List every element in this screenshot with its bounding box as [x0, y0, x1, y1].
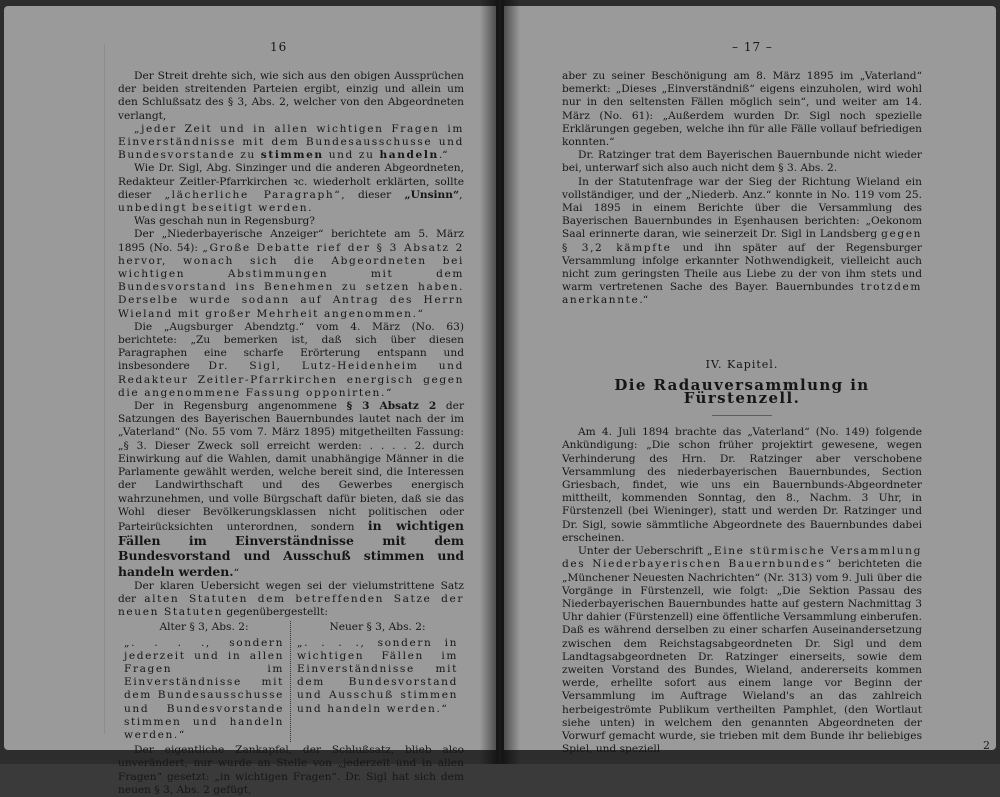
- paragraph: Am 4. Juli 1894 brachte das „Vaterland“ (No. 149) folgende Ankündigung: „Die schon früher projektirt gewesene, wegen Verhinderung des Hrn. Dr. Ratzinger aber verschobene Versammlung des niederbayerischen Bauernbundes, Section Griesbach, findet, wie uns ein Bauernbunds-Abgeordneter mittheilt, kommenden Sonntag, den 8., Nachm. 3 Uhr, in Fürstenzell (bei Wieninger), statt und werden Dr. Ratzinger und Dr. Sigl, sowie sämmtliche Abgeordnete des Bauernbundes dabei erscheinen.: [562, 426, 922, 544]
- page-number-left: 16: [270, 40, 288, 54]
- paragraph: In der Statutenfrage war der Sieg der Richtung Wieland ein vollständiger, und der „Niederb. Anz.“ konnte in No. 119 vom 25. Mai 1895 in einem Berichte über die Versammlung des Bayerischen Bauernbundes in Eşenhausen berichten: „Oekonom Saal erinnerte daran, wie seinerzeit Dr. Sigl in Landsberg gegen § 3,2 kämpfte und ihn später auf der Regensburger Versammlung infolge erkannter Nothwendigkeit, vielleicht auch nicht zum geringsten Theile aus Liebe zu der von ihm stets und warm vertretenen Sache des Bayer. Bauernbundes trotzdem anerkannte.“: [562, 175, 922, 307]
- title-rule: [712, 415, 772, 416]
- new-statute-text: „. . . ., sondern in wichtigen Fällen im Einverständnisse mit dem Bundesvorstand und Ausschuß stimmen und handeln werden.“: [297, 636, 458, 715]
- paragraph: aber zu seiner Beschönigung am 8. März 1895 im „Vaterland“ bemerkt: „Dieses „Einverständniß“ eigens einzuholen, wird wohl nur in den seltensten Fällen möglich sein“, und weiter am 14. März (No. 61): „Außerdem wurden Dr. Sigl noch spezielle Erklärungen gegeben, welche ihn für alle Fälle vollauf befriedigen konnten.“: [562, 70, 922, 149]
- paragraph: Der klaren Uebersicht wegen sei der vielumstrittene Satz der alten Statuten dem betreffenden Satze der neuen Statuten gegenübergestellt:: [118, 579, 465, 619]
- left-page: [4, 6, 496, 796]
- paragraph: Der eigentliche Zankapfel, der Schlußsatz, blieb also unverändert, nur wurde an Stelle von „jederzeit und in allen Fragen“ gesetzt: „in wichtigen Fragen“. Dr. Sigl hat sich dem neuen § 3, Abs. 2 gefügt,: [118, 744, 464, 796]
- paragraph: Wie Dr. Sigl, Abg. Sinzinger und die anderen Abgeordneten, Redakteur Zeitler-Pfarrkirchen ꝛc. wiederholt erklärten, sollte dieser „lächerliche Paragraph“, dieser „Unsinn“, unbedingt beseitigt werden.: [118, 162, 465, 215]
- quote-paragraph: „jeder Zeit und in allen wichtigen Fragen im Einverständnisse mit dem Bundesausschusse und Bundesvorstande zu stimmen und zu handeln.“: [118, 122, 464, 162]
- signature-mark: 2: [983, 739, 990, 752]
- new-statute-column: [291, 621, 464, 742]
- paragraph: Was geschah nun in Regensburg?: [134, 215, 315, 228]
- page-number-right: – 17 –: [732, 40, 773, 54]
- old-statute-heading: Alter § 3, Abs. 2:: [159, 621, 249, 634]
- paragraph: Der Streit drehte sich, wie sich aus den obigen Aussprüchen der beiden streitenden Parteien ergibt, einzig und allein um den Schlußsatz des § 3, Abs. 2, welcher von den Abgeordneten verlangt,: [118, 70, 464, 122]
- right-page-text: [562, 70, 922, 756]
- old-statute-column: [118, 621, 291, 742]
- left-page-text: [118, 70, 464, 797]
- chapter-label: IV. Kapitel.: [705, 357, 779, 371]
- comparison-columns: [118, 621, 464, 742]
- old-statute-text: „. . . ., sondern jederzeit und in allen Fragen im Einverständnisse mit dem Bundesausschusse und Bundesvorstande stimmen und handeln werden.“: [124, 636, 284, 741]
- page-edge-shadow: [104, 44, 105, 734]
- book-gutter: [480, 0, 520, 764]
- chapter-title: Die Radauversammlung in Fürstenzell.: [614, 375, 870, 408]
- right-page: [504, 6, 996, 756]
- paragraph: Die „Augsburger Abendztg.“ vom 4. März (No. 63) berichtete: „Zu bemerken ist, daß sich über diesen Paragraphen eine scharfe Erörterung entspann und insbesondere Dr. Sigl, Lutz-Heidenheim und Redakteur Zeitler-Pfarrkirchen energisch gegen die angenommene Fassung opponirten.“: [118, 320, 464, 399]
- paragraph: Der „Niederbayerische Anzeiger“ berichtete am 5. März 1895 (No. 54): „Große Debatte rief der § 3 Absatz 2 hervor, wonach sich die Abgeordneten bei wichtigen Abstimmungen mit dem Bundesvorstand ins Benehmen zu setzen haben. Derselbe wurde sodann auf Antrag des Herrn Wieland mit großer Mehrheit angenommen.“: [118, 228, 464, 320]
- new-statute-heading: Neuer § 3, Abs. 2:: [329, 621, 426, 634]
- paragraph: Unter der Ueberschrift „Eine stürmische Versammlung des Niederbayerischen Bauernbundes“ berichteten die „Münchener Neuesten Nachrichten“ (Nr. 313) vom 9. Juli über die Vorgänge in Fürstenzell, wie folgt: „Die Sektion Passau des Niederbayerischen Bauernbundes hatte auf gestern Nachmittag 3 Uhr dahier (Fürstenzell) eine öffentliche Versammlung einberufen. Daß es während derselben zu einer scharfen Auseinandersetzung zwischen dem Reichstagsabgeordneten Dr. Sigl und dem Landtagsabgeordneten Dr. Ratzinger einerseits, sowie dem zweiten Vorstand des Bundes, Wieland, andererseits kommen werde, erhellte sofort aus einem lange vor Beginn der Versammlung im Auftrage Wieland's an das zahlreich herbeigeströmte Publikum vertheilten Pamphlet, (den Wortlaut siehe unten) in welchem den genannten Abgeordneten der Vorwurf gemacht wurde, sie trieben mit dem Bunde ihr beliebiges Spiel, und speziell: [562, 545, 923, 756]
- paragraph: Der in Regensburg angenommene § 3 Absatz 2 der Satzungen des Bayerischen Bauernbundes lautet nach der im „Vaterland“ (No. 55 vom 7. März 1895) mitgetheilten Fassung: „§ 3. Dieser Zweck soll erreicht werden: . . . . 2. durch Einwirkung auf die Wahlen, damit unabhängige Männer in die Parlamente gewählt werden, welche bereit sind, die Interessen der Landwirthschaft und des Gewerbes energisch wahrzunehmen, und volle Bürgschaft dafür bieten, daß sie das Wohl dieser Bevölkerungsklassen nicht politischen oder Parteirücksichten unterordnen, sondern in wichtigen Fällen im Einverständnisse mit dem Bundesvorstand und Ausschuß stimmen und handeln werden.“: [118, 400, 465, 579]
- paragraph: Dr. Ratzinger trat dem Bayerischen Bauernbunde nicht wieder bei, unterwarf sich also auch nicht dem § 3. Abs. 2.: [562, 149, 922, 175]
